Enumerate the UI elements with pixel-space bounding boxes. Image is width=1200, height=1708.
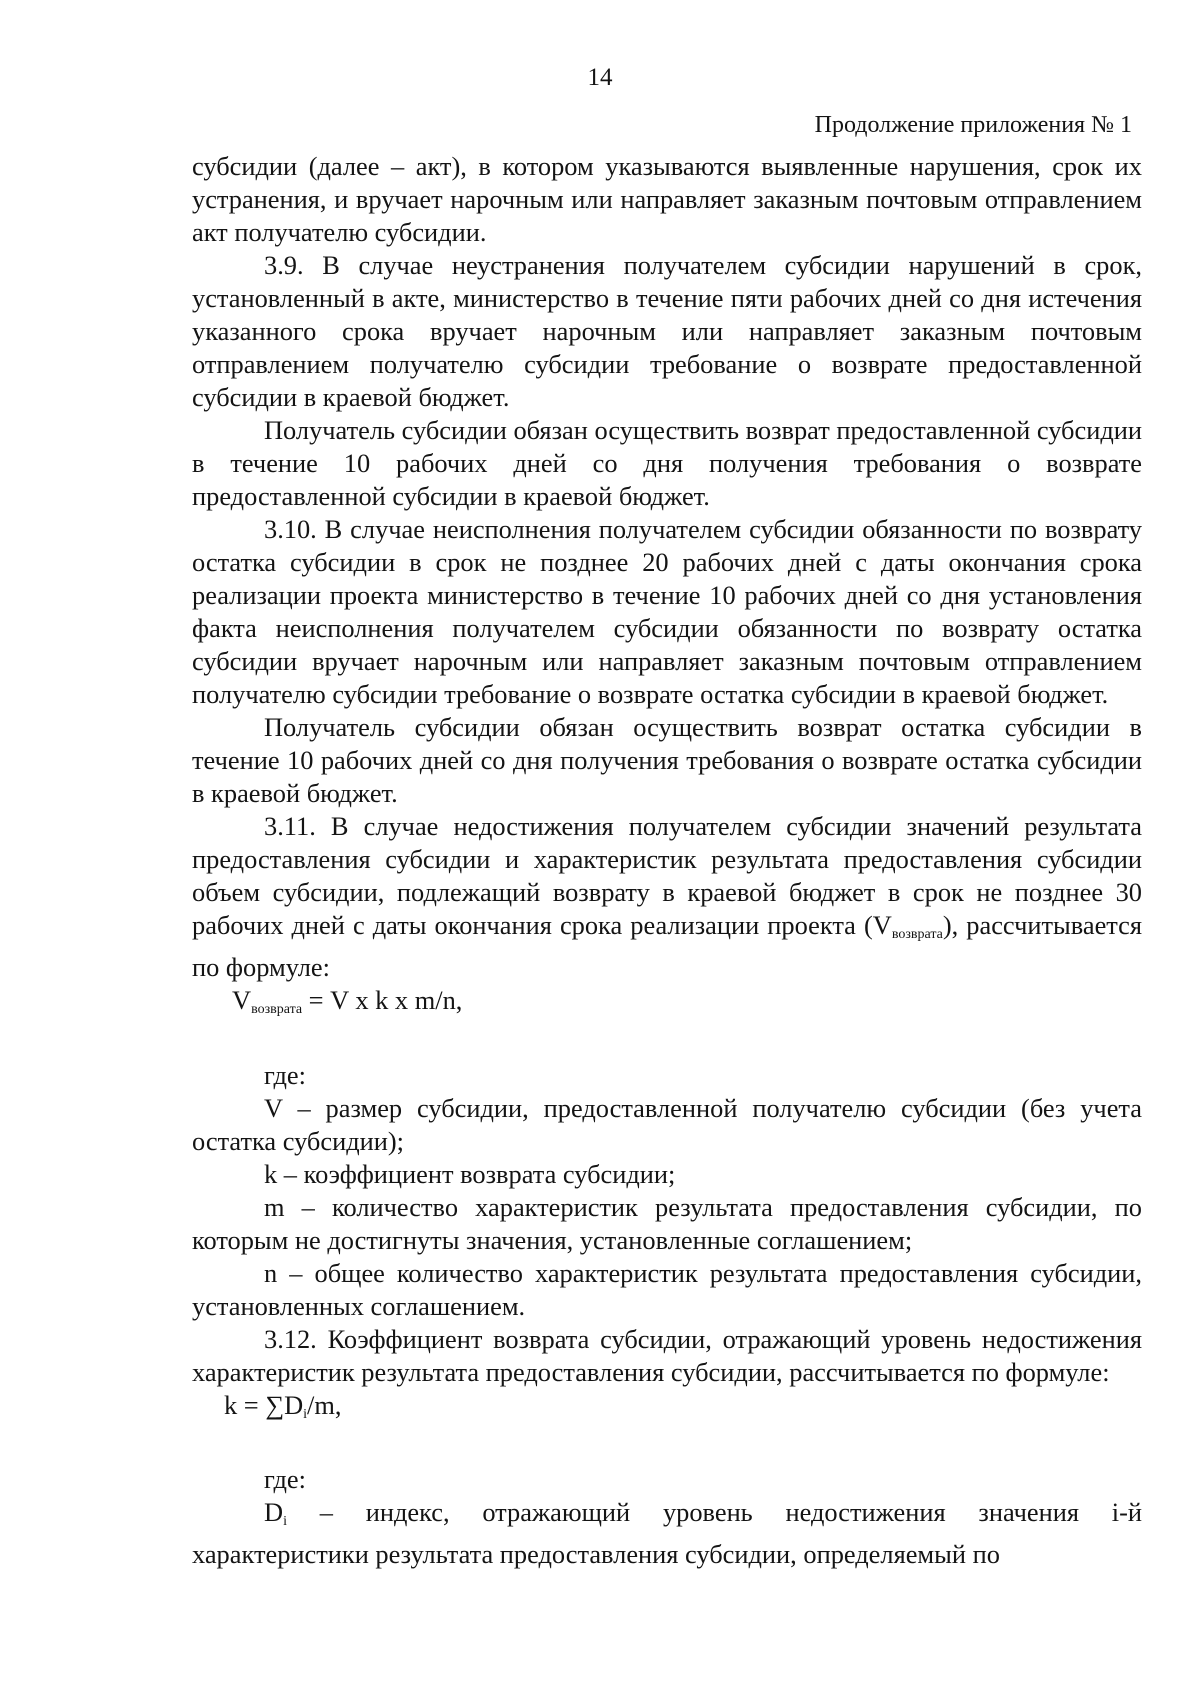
definition-k: k – коэффициент возврата субсидии; [264,1159,676,1189]
paragraph-remainder-return: Получатель субсидии обязан осуществить возврат остатка субсидии в течение 10 рабочих дней со дня получения требования о возврате остатка субсидии в краевой бюджет. [192,712,1142,808]
formula-2-lhs: k = ∑D [224,1390,304,1420]
page-number: 14 [587,64,613,91]
paragraph-3-11-text: 3.11. В случае недостижения получателем субсидии значений результата предоставления субсидии и характеристик результата предоставления субсидии объем субсидии, подлежащий возврату в краевой бюджет в срок не позднее 30 рабочих дней с даты окончания срока реализации проекта (V [192,811,1142,940]
paragraph-3-9: 3.9. В случае неустранения получателем субсидии нарушений в срок, установленный в акте, министерство в течение пяти рабочих дней со дня истечения указанного срока вручает нарочным или направляет заказным почтовым отправлением получателю субсидии требование о возврате предоставленной субсидии в краевой бюджет. [192,250,1142,412]
definition-v: V – размер субсидии, предоставленной получателю субсидии (без учета остатка субсидии); [192,1093,1142,1156]
formula-return-volume [192,984,1142,1026]
formula-2-subscript: i [303,1407,308,1422]
definition-di-subscript: i [283,1514,287,1529]
paragraph-3-12: 3.12. Коэффициент возврата субсидии, отражающий уровень недостижения характеристик результата предоставления субсидии, рассчитывается по формуле: [192,1324,1142,1387]
appendix-continuation-note: Продолжение приложения № 1 [814,112,1132,138]
paragraph-act-continuation: субсидии (далее – акт), в котором указываются выявленные нарушения, срок их устранения, и вручает нарочным или направляет заказным почтовым отправлением акт получателю субсидии. [192,151,1142,247]
definition-di-text: – индекс, отражающий уровень недостижения значения i-й характеристики результата предоставления субсидии, определяемый по [192,1497,1142,1569]
formula-2-rhs: /m, [307,1390,342,1420]
formula-1-lhs-subscript: возврата [251,1002,303,1017]
paragraph-3-10: 3.10. В случае неисполнения получателем субсидии обязанности по возврату остатка субсидии в срок не позднее 20 рабочих дней с даты окончания срока реализации проекта министерство в течение 10 рабочих дней со дня установления факта неисполнения получателем субсидии обязанности по возврату остатка субсидии вручает нарочным или направляет заказным почтовым отправлением получателю субсидии требование о возврате остатка субсидии в краевой бюджет. [192,514,1142,709]
formula-1-lhs: V [232,985,252,1015]
paragraph-return-obligation: Получатель субсидии обязан осуществить возврат предоставленной субсидии в течение 10 рабочих дней со дня получения требования о возврате предоставленной субсидии в краевой бюджет. [192,415,1142,511]
paragraph-3-11-subscript: возврата [891,927,943,942]
where-label-2: где: [264,1464,306,1494]
document-body [192,150,1142,1571]
paragraph-3-11-tail: ), рассчитывается по формуле: [192,910,1142,982]
definition-m: m – количество характеристик результата предоставления субсидии, по которым не достигнуты значения, установленные соглашением; [192,1192,1142,1255]
formula-coefficient [192,1389,1142,1431]
formula-1-rhs: = V x k x m/n, [302,985,463,1015]
paragraph-3-11 [192,810,1142,984]
definition-di [192,1496,1142,1571]
where-label-1: где: [264,1060,306,1090]
definition-di-symbol: D [264,1497,284,1527]
definition-n: n – общее количество характеристик результата предоставления субсидии, установленных соглашением. [192,1258,1142,1321]
